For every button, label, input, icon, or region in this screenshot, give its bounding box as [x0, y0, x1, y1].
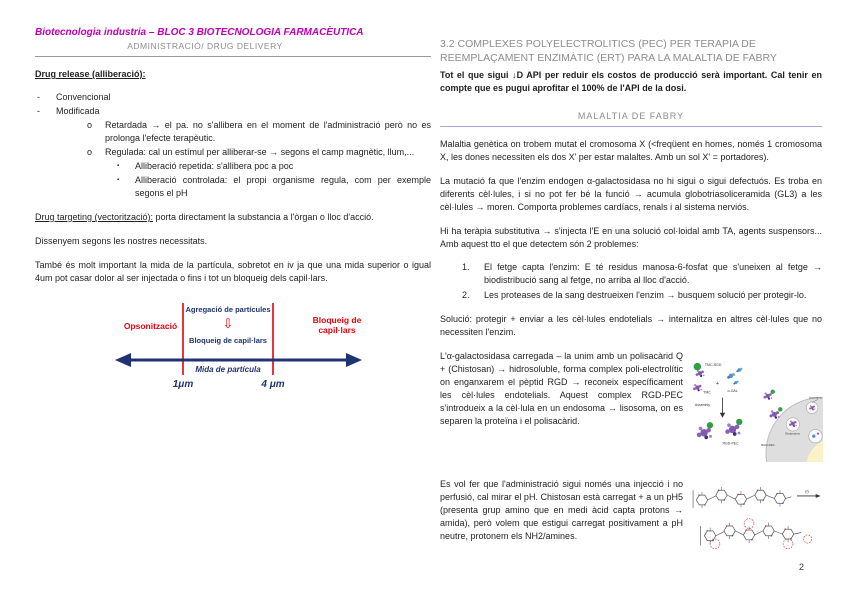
list-item-text: Convencional: [56, 92, 111, 102]
header-divider: [35, 56, 431, 57]
list-item-text: El fetge capta l'enzim: E té residus manosa-6-fosfat que s'uneixen al fetge → biodistribució sang al fetge, no arriba al lloc d'acció.: [484, 262, 822, 285]
circle-bullet: o: [87, 147, 93, 157]
dash-bullet: -: [37, 106, 40, 116]
list-item: [35, 105, 431, 118]
chitosan-structure-graphic: [689, 478, 823, 574]
drug-targeting-lead: Drug targeting (vectorització):: [35, 212, 154, 222]
carregada-row: [440, 350, 822, 467]
bloqueig-right-line1: Bloqueig de: [312, 315, 362, 325]
mida-paragraph: També és molt important la mida de la partícula, sobretot en iv ja que una mida superior o igual 4um pot casar dolor al ser injectada o fins i tot un bloqueig dels capil·lars.: [35, 260, 431, 283]
circle-bullet: o: [87, 120, 93, 130]
lysosome-vesicle: [809, 429, 822, 442]
number-marker: 1.: [462, 262, 470, 272]
intro-paragraph: Tot el que sigui ↓D API per reduir els costos de producció serà important. Cal tenir en compte que es pugui aprofitar el 100% de l'API de la dosi.: [440, 70, 822, 93]
rgd-green-dot: [694, 363, 702, 371]
page-number: 2: [799, 562, 805, 572]
injeccio-paragraph: Es vol fer que l'administració sigui només una injecció i no perfusió, cal mirar el pH. Chistosan està carregat + a un pH5 (presenta grup amino que en medi àcid capta protons → amida), però volem que estigui carregat positivament a pH neutre, protonem els NH2/amines.: [440, 479, 683, 541]
highlight-circle: [804, 535, 812, 543]
diagram-axis-graphic: [35, 299, 431, 399]
section-title: 3.2 COMPLEXES POLYELECTROLITICS (PEC) PER TERAPIA DE REEMPLAÇAMENT ENZIMÀTIC (ERT) PARA LA MALALTIA DE FABRY: [440, 38, 777, 64]
drug-release-heading: [35, 68, 431, 81]
dissenyem-paragraph: Dissenyem segons les nostres necessitats.: [35, 236, 208, 246]
fabry-heading: MALALTIA DE FABRY: [440, 111, 822, 127]
assembly-cell-graphic: [689, 350, 823, 462]
reaction-step-label: (i): [805, 488, 809, 494]
endosoma-label: Endosoma: [785, 431, 800, 436]
list-item-text: Regulada: cal un estímul per alliberar-se → segons el camp magnètic, llum,...: [105, 147, 415, 157]
genetica-paragraph: Malaltia genètica on trobem mutat el cromosoma X (<freqüent en homes, només 1 cromosoma X, les dones necessiten els dos X' per estar malaltes. Amb un sol X' = portadores).: [440, 139, 822, 162]
list-item: [440, 289, 822, 302]
injeccio-row: [440, 478, 822, 579]
tmc-label: TMC: [703, 390, 711, 395]
assembly-label: Assembly: [694, 403, 711, 407]
axis-arrowhead-left: [115, 353, 131, 367]
square-bullet: ▪: [117, 163, 120, 169]
down-arrow-icon: ⇩: [222, 316, 234, 331]
list-item-text: Modificada: [56, 106, 100, 116]
number-marker: 2.: [462, 290, 470, 300]
list-item: [440, 261, 822, 287]
terapia-paragraph: Hi ha teràpia substitutiva → s'injecta l'E en una solució col·loidal amb TA, agents suspensors... Amb aquest tto el que detectem són 2 problemes:: [440, 226, 822, 249]
rgd-pec-label: RGD-PEC: [722, 441, 739, 446]
rgd-pec-cell-label: RGD-PEC: [761, 443, 775, 448]
document-title: Biotecnologia industria – BLOC 3 BIOTECNOLOGIA FARMACÈUTICA: [35, 27, 364, 38]
tick-4um: 4 μm: [261, 379, 285, 390]
list-item: [35, 174, 431, 200]
list-item: [35, 119, 431, 145]
drug-release-heading-text: Drug release (alliberació):: [35, 69, 146, 79]
agal-label: α-GAL: [727, 388, 738, 393]
list-item: [35, 146, 431, 159]
list-item-text: Alliberació repetida: s'allibera poc a poc: [135, 161, 294, 171]
drug-targeting-paragraph: [35, 211, 431, 224]
particle-size-diagram: [35, 299, 431, 399]
plus-sign: +: [715, 381, 720, 388]
opsonitzacio-label: Opsonització: [123, 321, 178, 331]
list-item-text: Les proteases de la sang destrueixen l'enzim → busquem solució per protegir-lo.: [484, 290, 807, 300]
dash-bullet: -: [37, 92, 40, 102]
drug-targeting-rest: porta directament la substancia a l'òrgan o lloc d'acció.: [153, 212, 374, 222]
tick-1um: 1μm: [172, 379, 194, 390]
axis-title: Mida de partícula: [195, 365, 261, 374]
carregada-paragraph: L'α-galactosidasa carregada – la unim amb un polisacàrid Q + (Chistosan) → hidrosoluble, forma complex poli-electrolític on enganxarem el pèptid RGD → reconeix específicament les cèl·lules endotelials. Aquest complex RGD-PEC s'introdueix a la cèl·lula en un endosoma → lisosoma, on es separen la proteïna i el polisacàrid.: [440, 351, 683, 426]
problems-list: [440, 261, 822, 302]
agregacio-label: Agregació de partícules: [185, 305, 271, 314]
right-column: [440, 37, 822, 579]
lisosoma-label: Lisosoma: [808, 395, 822, 400]
bloqueig-right-line2: capil·lars: [318, 325, 356, 335]
mutacio-paragraph: La mutació fa que l'enzim endogen α-galactosidasa no hi sigui o sigui defectuós. Es troba en diferents cèl·lules, i si no pot fer bé la funció → acumula globotriasoliceramida (GL3) a les cèl·lules → moren. Comporta problemes cardíacs, renals i al sistema nerviós.: [440, 176, 822, 212]
list-item-text: Alliberació controlada: el propi organisme regula, com per exemple segons el pH: [135, 175, 431, 198]
list-item: [35, 160, 431, 173]
highlight-circle: [710, 539, 720, 549]
drug-release-list: [35, 91, 431, 200]
bloqueig-mid-label: Bloqueig de capil·lars: [189, 336, 267, 345]
tmc-rgd-label: TMC-RGD: [704, 362, 722, 367]
document-subtitle: ADMINISTRACIÓ/ DRUG DELIVERY: [127, 41, 283, 51]
axis-arrowhead-right: [346, 353, 362, 367]
assembly-cell-figure: [689, 350, 823, 467]
left-column: [35, 27, 431, 399]
solucio-paragraph: Solució: protegir + enviar a les cèl·lules endotelials → internalitza en altres cèl·lules que no necessiten l'enzim.: [440, 314, 822, 337]
bloqueig-right-label: [287, 315, 387, 335]
square-bullet: ▪: [117, 177, 120, 183]
list-item-text: Retardada → el pa. no s'allibera en el moment de l'administració però no es prolonga l'efecte terapèutic.: [105, 120, 431, 143]
list-item: [35, 91, 431, 104]
